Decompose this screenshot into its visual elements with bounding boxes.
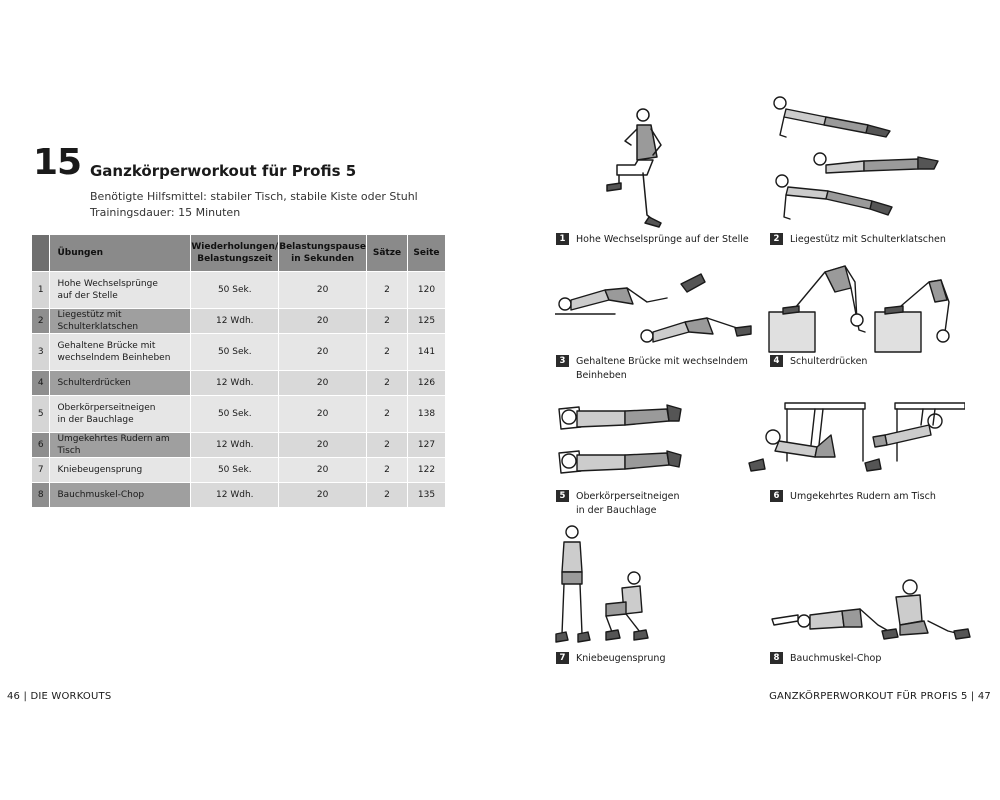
caption-text: Gehaltene Brücke mit wechselndem	[576, 356, 748, 367]
header-reps-line1: Wiederholungen/	[191, 241, 279, 252]
shoulder-press-illustration	[765, 262, 955, 357]
row-exercise-line1: Oberkörperseitneigen	[57, 402, 156, 413]
caption-4	[770, 355, 867, 369]
push-up-clap-illustration	[768, 95, 948, 230]
row-sets: 2	[366, 370, 407, 395]
row-exercise	[50, 395, 191, 432]
row-num: 6	[32, 432, 50, 457]
workout-title: Ganzkörperworkout für Profis 5	[90, 162, 357, 180]
row-sets: 2	[366, 395, 407, 432]
caption-text: Oberkörperseitneigen	[576, 491, 680, 502]
row-exercise-line1: Bauchmuskel-Chop	[57, 489, 145, 500]
row-page: 122	[407, 457, 445, 482]
row-pause: 20	[279, 308, 367, 333]
row-reps: 12 Wdh.	[191, 370, 279, 395]
glute-bridge-illustration	[555, 270, 755, 350]
caption-text: Bauchmuskel-Chop	[790, 653, 882, 664]
header-pause	[279, 235, 367, 271]
row-sets: 2	[366, 308, 407, 333]
footer-left: 46 | DIE WORKOUTS	[7, 691, 112, 702]
workout-number: 15	[33, 142, 82, 183]
row-num: 4	[32, 370, 50, 395]
caption-badge: 2	[770, 233, 783, 245]
caption-badge: 6	[770, 490, 783, 502]
caption-6	[770, 490, 936, 504]
table-row	[32, 457, 446, 482]
squat-jump-illustration	[550, 522, 655, 647]
row-reps: 50 Sek.	[191, 395, 279, 432]
row-reps: 12 Wdh.	[191, 308, 279, 333]
row-exercise-line2: auf der Stelle	[57, 290, 118, 301]
row-exercise	[50, 370, 191, 395]
caption-5	[556, 490, 679, 518]
row-page: 125	[407, 308, 445, 333]
row-reps: 12 Wdh.	[191, 432, 279, 457]
row-exercise-line1: Kniebeugensprung	[57, 464, 143, 475]
footer-right: GANZKÖRPERWORKOUT FÜR PROFIS 5 | 47	[769, 691, 991, 702]
row-exercise	[50, 333, 191, 370]
caption-text: Hohe Wechselsprünge auf der Stelle	[576, 234, 749, 245]
row-num: 8	[32, 482, 50, 507]
caption-2	[770, 233, 946, 247]
row-exercise	[50, 482, 191, 507]
row-page: 120	[407, 271, 445, 308]
table-row	[32, 395, 446, 432]
row-num: 1	[32, 271, 50, 308]
caption-badge: 4	[770, 355, 783, 367]
caption-8	[770, 652, 881, 666]
caption-1	[556, 233, 749, 247]
row-exercise-line2: in der Bauchlage	[57, 414, 134, 425]
table-header-row	[32, 235, 446, 271]
row-page: 127	[407, 432, 445, 457]
caption-3	[556, 355, 748, 383]
row-page: 126	[407, 370, 445, 395]
caption-badge: 7	[556, 652, 569, 664]
row-exercise-line1: Hohe Wechselsprünge	[57, 278, 158, 289]
caption-badge: 3	[556, 355, 569, 367]
caption-text: Liegestütz mit Schulterklatschen	[790, 234, 946, 245]
row-page: 141	[407, 333, 445, 370]
inverted-row-illustration	[745, 395, 965, 480]
row-pause: 20	[279, 457, 367, 482]
row-sets: 2	[366, 271, 407, 308]
workout-table	[32, 235, 446, 507]
row-reps: 50 Sek.	[191, 271, 279, 308]
header-pause-line1: Belastungspause	[279, 241, 366, 252]
caption-badge: 5	[556, 490, 569, 502]
row-reps: 12 Wdh.	[191, 482, 279, 507]
caption-badge: 1	[556, 233, 569, 245]
row-exercise-line1: Schulterdrücken	[57, 377, 131, 388]
right-page	[500, 0, 1000, 800]
row-exercise	[50, 308, 191, 333]
header-page: Seite	[407, 235, 445, 271]
header-reps-line2: Belastungszeit	[197, 253, 273, 264]
row-exercise-line1: Umgekehrtes Rudern am Tisch	[57, 433, 170, 456]
table-row	[32, 370, 446, 395]
duration-text: Trainingsdauer: 15 Minuten	[90, 206, 241, 219]
row-pause: 20	[279, 271, 367, 308]
row-num: 7	[32, 457, 50, 482]
row-page: 135	[407, 482, 445, 507]
header-pause-line2: in Sekunden	[291, 253, 355, 264]
header-reps	[191, 235, 279, 271]
ab-chop-illustration	[768, 575, 973, 645]
table-row	[32, 432, 446, 457]
row-exercise-line1: Gehaltene Brücke mit	[57, 340, 156, 351]
row-exercise	[50, 432, 191, 457]
row-num: 2	[32, 308, 50, 333]
row-reps: 50 Sek.	[191, 333, 279, 370]
caption-text-line2: Beinheben	[576, 370, 627, 381]
row-pause: 20	[279, 482, 367, 507]
prone-side-bend-illustration	[555, 397, 685, 482]
row-exercise	[50, 457, 191, 482]
row-pause: 20	[279, 333, 367, 370]
header-num	[32, 235, 50, 271]
row-exercise	[50, 271, 191, 308]
row-sets: 2	[366, 333, 407, 370]
row-num: 3	[32, 333, 50, 370]
header-exercise: Übungen	[50, 235, 191, 271]
table-row	[32, 482, 446, 507]
row-num: 5	[32, 395, 50, 432]
row-reps: 50 Sek.	[191, 457, 279, 482]
caption-7	[556, 652, 666, 666]
table-row	[32, 271, 446, 308]
table-row	[32, 308, 446, 333]
row-sets: 2	[366, 432, 407, 457]
high-knees-illustration	[605, 105, 685, 230]
header-sets: Sätze	[366, 235, 407, 271]
row-page: 138	[407, 395, 445, 432]
row-exercise-line1: Liegestütz mit Schulterklatschen	[57, 309, 139, 332]
caption-text-line2: in der Bauchlage	[576, 505, 657, 516]
caption-text: Umgekehrtes Rudern am Tisch	[790, 491, 936, 502]
table-row	[32, 333, 446, 370]
row-sets: 2	[366, 482, 407, 507]
caption-text: Kniebeugensprung	[576, 653, 666, 664]
row-pause: 20	[279, 370, 367, 395]
caption-text: Schulterdrücken	[790, 356, 868, 367]
caption-badge: 8	[770, 652, 783, 664]
equipment-text: Benötigte Hilfsmittel: stabiler Tisch, stabile Kiste oder Stuhl	[90, 190, 418, 203]
row-sets: 2	[366, 457, 407, 482]
row-pause: 20	[279, 395, 367, 432]
row-exercise-line2: wechselndem Beinheben	[57, 352, 171, 363]
row-pause: 20	[279, 432, 367, 457]
